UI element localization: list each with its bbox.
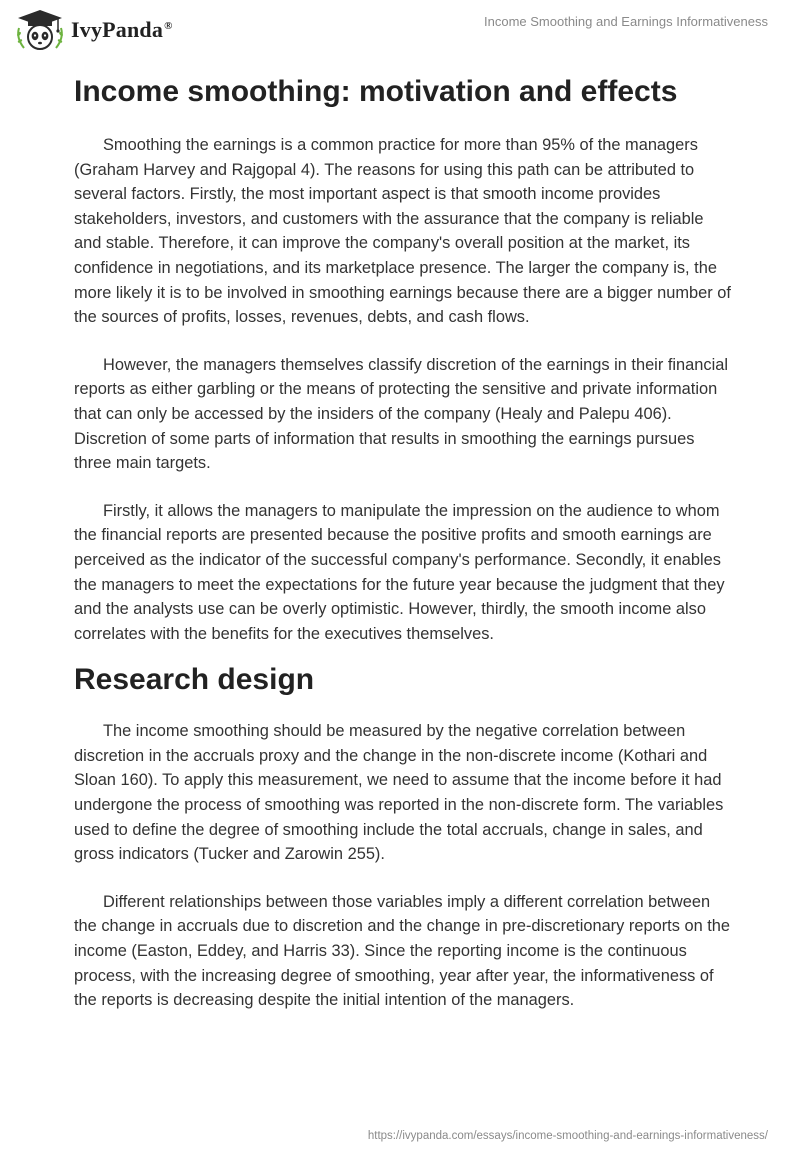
source-url[interactable]: https://ivypanda.com/essays/income-smoothing-and-earnings-informativeness/ <box>367 1130 768 1142</box>
paragraph: Smoothing the earnings is a common practice for more than 95% of the managers (Graham Harvey and Rajgopal 4). The reasons for using this path can be attributed to several factors. Firstly, the most important aspect is that smooth income provides stakeholders, investors, and customers with the assurance that the company is reliable and stable. Therefore, it can improve the company's overall position at the market, its confidence in negotiations, and its marketplace presence. The larger the company is, the more likely it is to be involved in smoothing earnings because there are a bigger number of the sources of profits, losses, revenues, debts, and cash flows. <box>74 136 731 327</box>
ivypanda-logo[interactable] <box>13 8 173 52</box>
panda-graduate-icon <box>13 8 67 52</box>
document-title: Income Smoothing and Earnings Informativeness <box>484 14 768 29</box>
paragraph: Firstly, it allows the managers to manipulate the impression on the audience to whom the financial reports are presented because the positive profits and smooth earnings are perceived as the indicator of the successful company's performance. Secondly, it enables the managers to meet the expectations for the future year because the judgment that they and the analysts use can be overly optimistic. However, thirdly, the smooth income also correlates with the benefits for the executives themselves. <box>74 501 725 643</box>
section-heading-research-design: Research design <box>74 663 315 697</box>
paragraph: Different relationships between those variables imply a different correlation between the change in accruals due to discretion and the change in pre-discretionary reports on the income (Easton, Eddey, and Harris 33). Since the reporting income is the continuous process, with the increasing degree of smoothing, year after year, the informativeness of the reports is decreasing despite the initial intention of the managers. <box>74 892 731 1010</box>
paragraph: However, the managers themselves classify discretion of the earnings in their financial reports as either garbling or the means of protecting the sensitive and private information that can only be accessed by the insiders of the company (Healy and Palepu 406). Discretion of some parts of information that results in smoothing the earnings pursues three main targets. <box>74 355 728 473</box>
paragraph: The income smoothing should be measured by the negative correlation between discretion in the accruals proxy and the change in the non-discrete income (Kothari and Sloan 160). To apply this measurement, we need to assume that the income before it had undergone the process of smoothing was reported in the non-discrete form. The variables used to define the degree of smoothing include the total accruals, change in sales, and gross indicators (Tucker and Zarowin 255). <box>74 722 724 864</box>
logo-text: IvyPanda® <box>71 17 173 42</box>
essay-content <box>74 72 734 1013</box>
section-heading-motivation: Income smoothing: motivation and effects <box>74 75 678 108</box>
page-header <box>0 0 800 60</box>
